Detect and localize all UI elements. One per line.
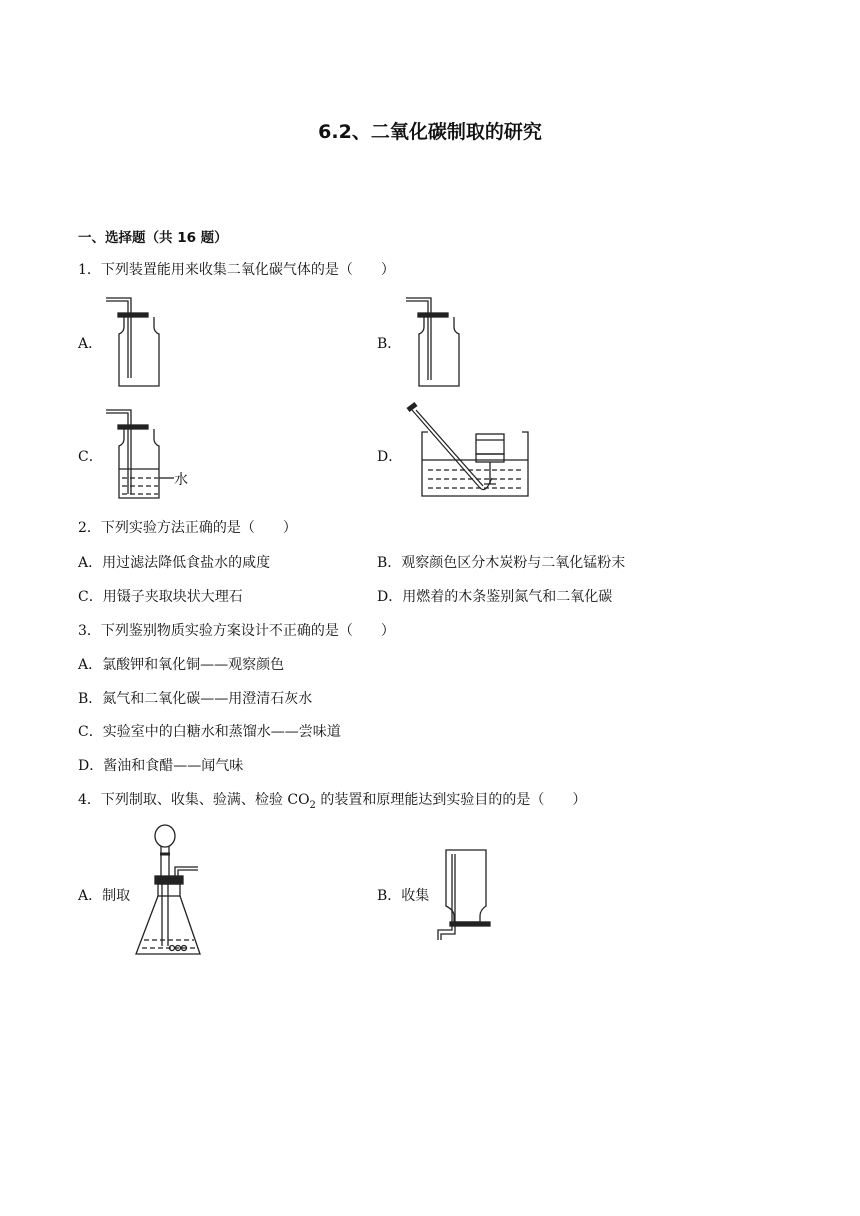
q4-stem-after: 的装置和原理能达到实验目的的是（ ） [315,792,587,808]
q1-option-c-label: C． [78,449,103,465]
q3-option-c [78,721,341,741]
water-label: 水 [174,472,188,488]
question-3-stem: 3．下列鉴别物质实验方案设计不正确的是（ ） [78,623,395,639]
q4-option-b-text: 收集 [401,888,430,904]
q2-option-c [78,586,243,606]
q4-stem-before: 4．下列制取、收集、验满、检验 CO [78,792,310,808]
q4-option-b-label: B． [377,888,402,904]
q2-option-a-label: A． [78,555,103,571]
q3-option-c-text: 实验室中的白糖水和蒸馏水——尝味道 [102,724,341,740]
page-title: 6.2、二氧化碳制取的研究 [318,121,542,143]
q3-option-c-label: C． [78,724,103,740]
q4-option-a [78,885,130,905]
q4-option-a-label: A． [78,888,103,904]
q3-option-b-label: B． [78,691,103,707]
q4-option-a-text: 制取 [102,888,131,904]
q4-figure-b-inverted-bottle-collection [434,846,506,946]
q2-option-a-text: 用过滤法降低食盐水的咸度 [102,555,271,571]
q2-option-d-label: D． [377,589,403,605]
q1-figure-d-water-trough [404,400,534,504]
q4-option-b [377,885,429,905]
q2-option-d-text: 用燃着的木条鉴别氮气和二氧化碳 [402,589,613,605]
q3-option-d-text: 酱油和食醋——闻气味 [103,758,244,774]
q2-option-b-text: 观察颜色区分木炭粉与二氧化锰粉末 [401,555,626,571]
q2-option-b-label: B． [377,555,402,571]
q2-option-b [377,552,625,572]
q4-stem-subscript: 2 [309,799,316,811]
q3-option-a-text: 氯酸钾和氧化铜——观察颜色 [102,657,285,673]
q1-figure-a-bottle-long-tube [104,294,164,390]
question-1-stem: 1．下列装置能用来收集二氧化碳气体的是（ ） [78,262,395,278]
q1-option-d-label: D． [377,449,403,465]
q3-option-d [78,755,243,775]
q1-option-a-label: A． [78,336,103,352]
q2-option-d [377,586,612,606]
q2-option-c-text: 用镊子夹取块状大理石 [102,589,243,605]
q1-figure-b-bottle-long-tube [404,294,464,390]
q2-option-a [78,552,270,572]
q4-figure-a-conical-flask-setup [132,820,204,962]
q3-option-b-text: 氮气和二氧化碳——用澄清石灰水 [102,691,313,707]
section-heading: 一、选择题（共 16 题） [78,230,228,246]
q1-option-b-label: B． [377,336,402,352]
question-2-stem: 2．下列实验方法正确的是（ ） [78,520,297,536]
question-4-stem [78,789,586,811]
q3-option-d-label: D． [78,758,104,774]
q3-option-a-label: A． [78,657,103,673]
q3-option-b [78,688,312,708]
q2-option-c-label: C． [78,589,103,605]
q3-option-a [78,654,284,674]
